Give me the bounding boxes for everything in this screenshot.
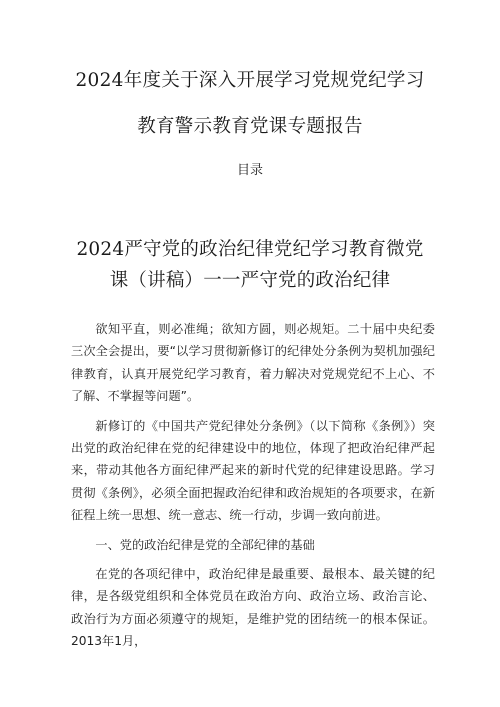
body-paragraph-3: 在党的各项纪律中，政治纪律是最重要、最根本、最关键的纪律，是各级党组织和全体党员在政治方向、政治立场、政治言论、政治行为方面必须遵守的规矩，是维护党的团结统一的根本保证。2013年1月， xyxy=(71,567,435,649)
document-title-line-1: 2024年度关于深入开展学习党规党纪学习 xyxy=(75,70,425,91)
toc-label: 目录 xyxy=(236,163,263,178)
section-title-line-2: 课（讲稿）一一严守党的政治纪律 xyxy=(109,270,391,291)
document-title-line-2: 教育警示教育党课专题报告 xyxy=(137,116,363,137)
section-heading-1: 一、党的政治纪律是党的全部纪律的基础 xyxy=(95,537,315,552)
body-paragraph-2: 新修订的《中国共产党纪律处分条例》（以下简称《条例》）突出党的政治纪律在党的纪律建设中的地位，体现了把政治纪律严起来，带动其他各方面纪律严起来的新时代党的纪律建设思路。学习贯彻《条例》，必须全面把握政治纪律和政治规矩的各项要求，在新征程上统一思想、统一意志、统一行动，步调一致向前进。 xyxy=(71,418,435,523)
document-body xyxy=(71,318,435,660)
section-title-line-1: 2024严守党的政治纪律党纪学习教育微党 xyxy=(76,239,424,260)
body-paragraph-1: 欲知平直，则必准绳；欲知方圆，则必规矩。二十届中央纪委三次全会提出，要“以学习贯彻新修订的纪律处分条例为契机加强纪律教育，认真开展党纪学习教育，着力解决对党规党纪不上心、不了解、不掌握等问题”。 xyxy=(71,322,435,404)
